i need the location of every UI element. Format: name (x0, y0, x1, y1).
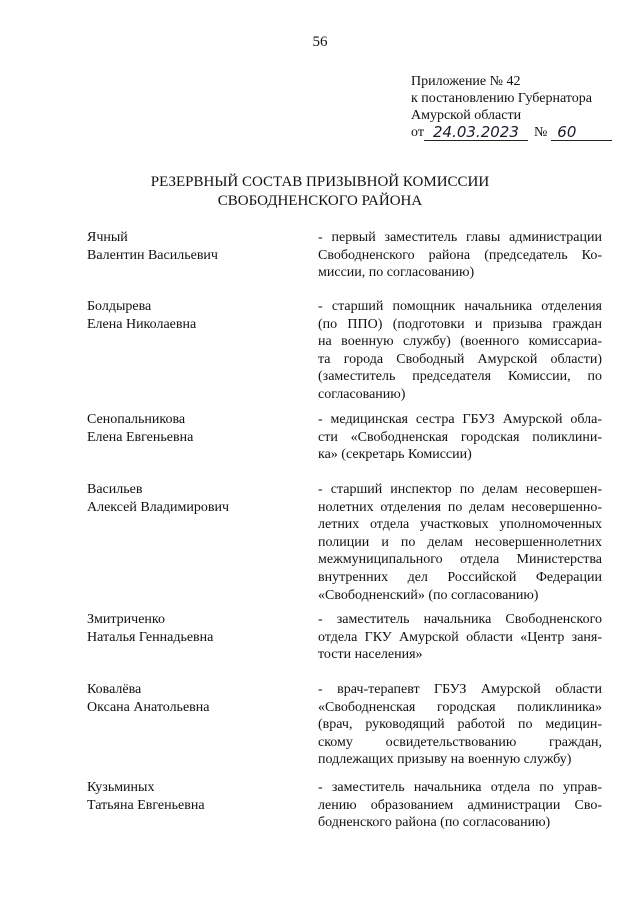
member-name (87, 229, 292, 264)
member-role-line: - врач-терапевт ГБУЗ Амурской области (318, 682, 602, 697)
member-given-names: Алексей Владимирович (87, 499, 230, 515)
member-role-line: на военную службу) (военного комиссариа- (318, 334, 602, 350)
member-role (318, 411, 602, 464)
member-role-line: полиции и по делам несовершеннолетних (318, 534, 602, 550)
member-role-line: (заместитель председателя Комиссии, по (318, 369, 602, 385)
member-role-line: ка» (секретарь Комиссии) (318, 447, 472, 463)
title-line-2: СВОБОДНЕНСКОГО РАЙОНА (217, 193, 423, 209)
decree-number: 60 (551, 125, 612, 141)
appendix-decree: к постановлению Губернатора (411, 91, 592, 106)
member-role-line: межмуниципального отдела Министерства (318, 552, 602, 568)
member-given-names: Татьяна Евгеньевна (87, 797, 205, 813)
member-role-line: бодненского района (по согласованию) (318, 815, 551, 831)
member-role-line: - старший инспектор по делам несовершен- (318, 482, 602, 497)
member-role (318, 779, 602, 832)
document-title (0, 173, 640, 211)
member-role-line: Свободненского района (председатель Ко- (318, 247, 602, 263)
member-surname: Сенопальникова (87, 412, 186, 427)
member-name (87, 779, 292, 814)
member-role (318, 229, 602, 282)
member-role-line: отдела ГКУ Амурской области «Центр заня- (318, 629, 602, 645)
member-role-line: - заместитель начальника Свободненского (318, 612, 602, 627)
member-given-names: Валентин Васильевич (87, 247, 218, 263)
member-role-line: «Свободненская городская поликлиника» (318, 699, 602, 715)
member-surname: Васильев (87, 482, 143, 497)
member-given-names: Оксана Анатольевна (87, 699, 210, 715)
title-line-1: РЕЗЕРВНЫЙ СОСТАВ ПРИЗЫВНОЙ КОМИССИИ (150, 174, 490, 190)
member-role-line: та города Свободный Амурской области) (318, 351, 602, 367)
appendix-label: Приложение № 42 (411, 74, 521, 89)
member-role-line: скому освидетельствованию граждан, (318, 734, 602, 750)
member-name (87, 681, 292, 716)
member-surname: Ячный (87, 230, 128, 245)
member-surname: Болдырева (87, 299, 152, 314)
member-role-line: тости населения» (318, 647, 423, 663)
date-prefix: от (411, 125, 424, 140)
appendix-date-line (411, 124, 621, 141)
member-given-names: Елена Николаевна (87, 316, 197, 332)
member-surname: Кузьминых (87, 780, 155, 795)
member-role-line: лению образованием администрации Сво- (318, 797, 602, 813)
member-name (87, 411, 292, 446)
member-role-line: - заместитель начальника отдела по управ- (318, 780, 602, 795)
member-surname: Ковалёва (87, 682, 142, 697)
member-role-line: летних отдела участковых уполномоченных (318, 517, 602, 533)
member-role-line: нолетних отделения по делам несовершенно- (318, 499, 602, 515)
member-name (87, 298, 292, 333)
decree-date: 24.03.2023 (424, 125, 528, 141)
member-role-line: миссии, по согласованию) (318, 265, 475, 281)
page-number: 56 (312, 34, 328, 50)
number-label: № (533, 125, 548, 140)
member-role-line: подлежащих призыву на военную службу) (318, 752, 572, 768)
member-role (318, 481, 602, 604)
member-role-line: (по ППО) (подготовки и призыва граждан (318, 316, 602, 332)
member-role-line: (врач, руководящий работой по медицин- (318, 717, 602, 733)
member-role (318, 298, 602, 404)
member-role-line: - первый заместитель главы администрации (318, 230, 602, 245)
member-role-line: внутренних дел Российской Федерации (318, 569, 602, 585)
member-role-line: «Свободненский» (по согласованию) (318, 587, 539, 603)
member-role-line: - медицинская сестра ГБУЗ Амурской обла- (318, 412, 602, 427)
member-given-names: Наталья Геннадьевна (87, 629, 214, 645)
member-name (87, 481, 292, 516)
appendix-region: Амурской области (411, 108, 522, 123)
member-role-line: сти «Свободненская городская поликлини- (318, 429, 602, 445)
member-surname: Змитриченко (87, 612, 165, 627)
member-role-line: согласованию) (318, 386, 406, 402)
member-role-line: - старший помощник начальника отделения (318, 299, 602, 314)
appendix-header (411, 73, 621, 141)
member-role (318, 681, 602, 769)
member-name (87, 611, 292, 646)
member-given-names: Елена Евгеньевна (87, 429, 194, 445)
member-role (318, 611, 602, 664)
